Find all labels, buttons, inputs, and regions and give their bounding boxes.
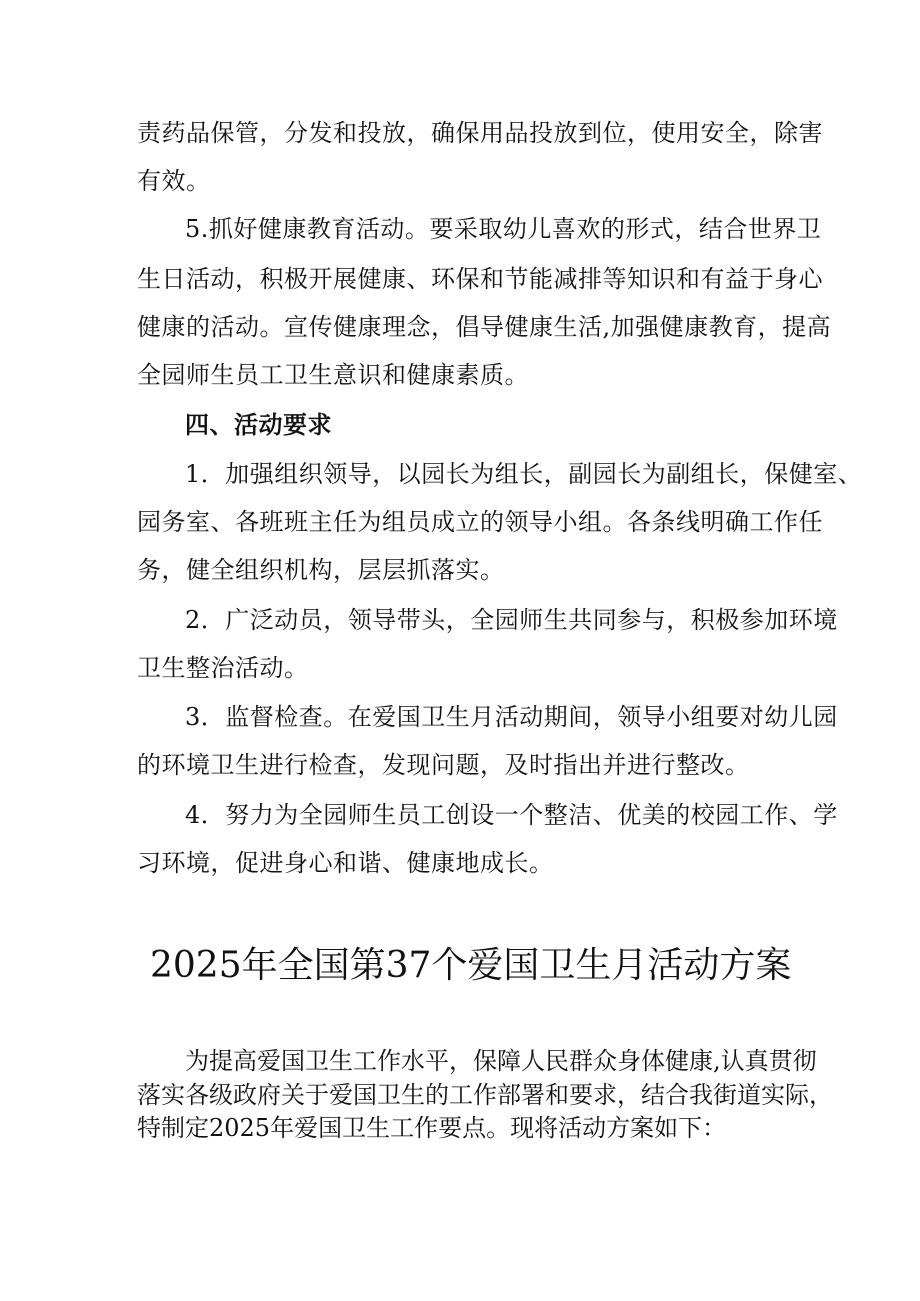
paragraph-line: 园务室、各班班主任为组员成立的领导小组。各条线明确工作任 — [137, 508, 823, 536]
intro-line: 为提高爱国卫生工作水平，保障人民群众身体健康,认真贯彻 — [185, 1047, 817, 1075]
paragraph-line: 的环境卫生进行检查，发现问题，及时指出并进行整改。 — [137, 751, 750, 779]
paragraph-line: 务，健全组织机构，层层抓落实。 — [137, 556, 505, 584]
paragraph-line: 习环境，促进身心和谐、健康地成长。 — [137, 849, 554, 877]
paragraph-line: 卫生整治活动。 — [137, 654, 309, 682]
paragraph-line: 4．努力为全园师生员工创设一个整洁、优美的校园工作、学 — [185, 801, 838, 829]
paragraph-line: 责药品保管，分发和投放，确保用品投放到位，使用安全，除害 — [137, 119, 823, 147]
paragraph-line: 全园师生员工卫生意识和健康素质。 — [137, 361, 529, 389]
paragraph-line: 3．监督检查。在爱国卫生月活动期间，领导小组要对幼儿园 — [185, 703, 838, 731]
paragraph-line: 生日活动，积极开展健康、环保和节能减排等知识和有益于身心 — [137, 265, 823, 293]
section-heading: 四、活动要求 — [185, 410, 332, 439]
paragraph-line: 有效。 — [137, 167, 211, 195]
paragraph-line: 2．广泛动员，领导带头，全园师生共同参与，积极参加环境 — [185, 606, 838, 634]
intro-line: 特制定2025年爱国卫生工作要点。现将活动方案如下： — [137, 1114, 727, 1142]
document-title: 2025年全国第37个爱国卫生月活动方案 — [150, 945, 792, 986]
paragraph-line: 健康的活动。宣传健康理念，倡导健康生活,加强健康教育，提高 — [137, 313, 832, 341]
paragraph-line: 1．加强组织领导，以园长为组长，副园长为副组长，保健室、 — [185, 460, 863, 488]
intro-line: 落实各级政府关于爱国卫生的工作部署和要求，结合我街道实际， — [137, 1081, 833, 1109]
paragraph-line: 5.抓好健康教育活动。要采取幼儿喜欢的形式，结合世界卫 — [185, 215, 822, 243]
